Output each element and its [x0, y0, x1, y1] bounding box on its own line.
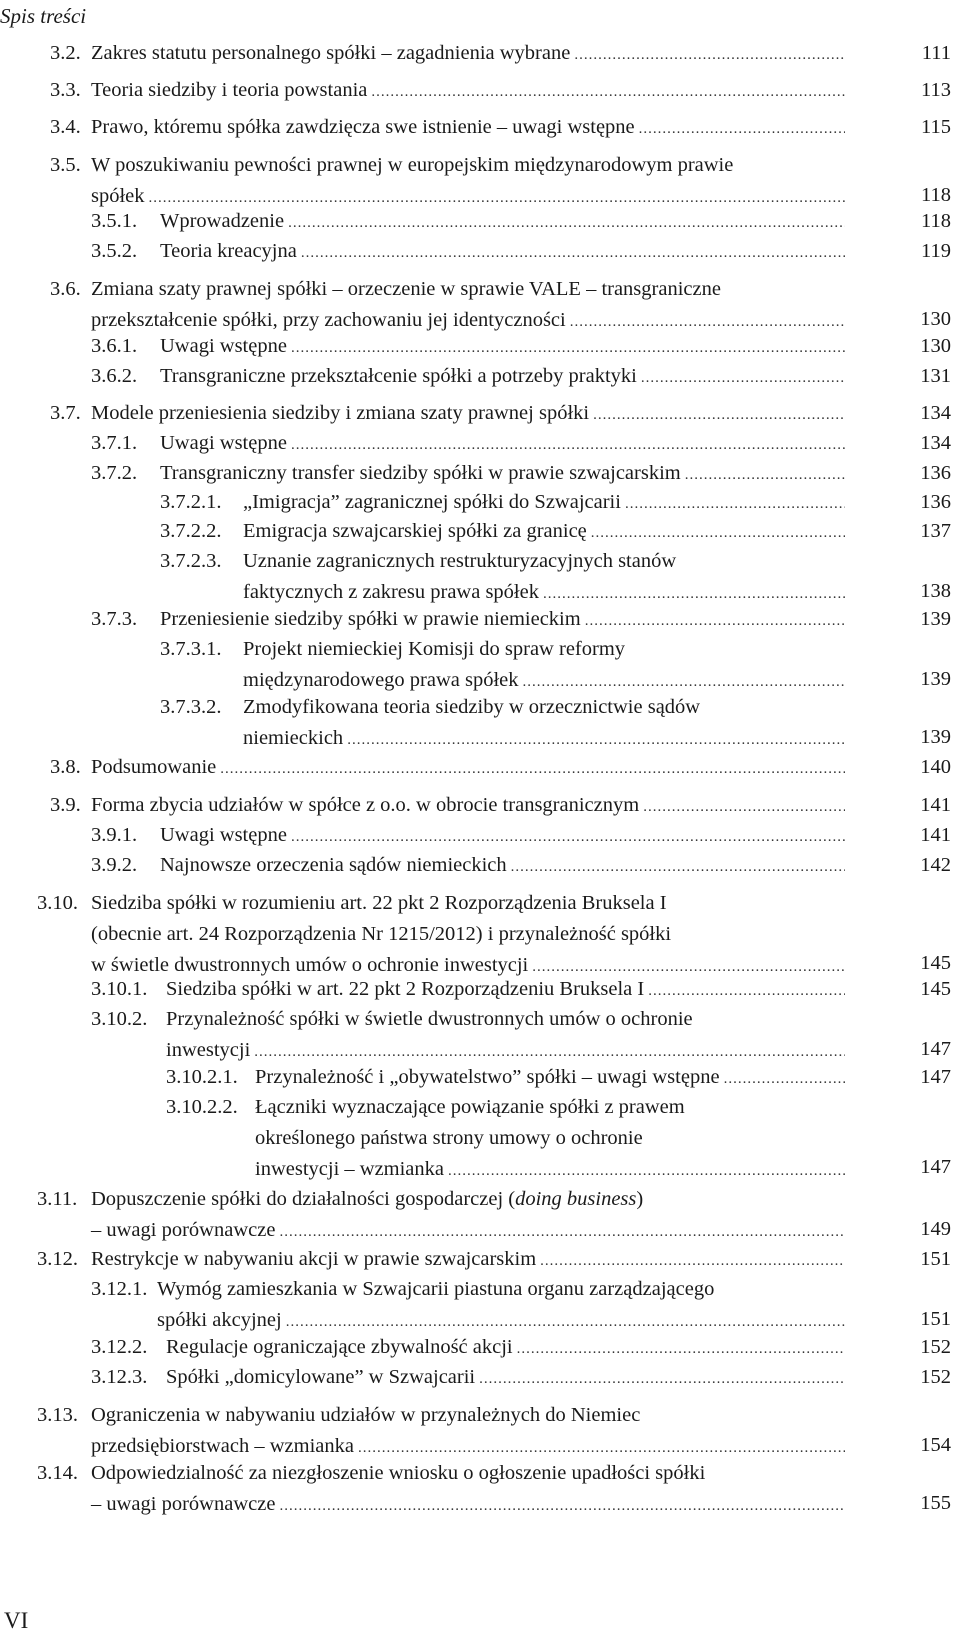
- toc-entry[interactable]: [0, 1458, 960, 1518]
- toc-entry-number: 3.7.3.2.: [160, 696, 222, 718]
- toc-entry-page: 152: [920, 1366, 951, 1388]
- toc-entry[interactable]: [0, 206, 960, 236]
- toc-entry-page: 149: [920, 1218, 951, 1240]
- toc-entry-title: Spółki „domicylowane” w Szwajcarii: [166, 1366, 476, 1388]
- toc-entry-page: 136: [920, 462, 951, 484]
- dot-leader: [641, 363, 845, 394]
- toc-entry-title: Siedziba spółki w art. 22 pkt 2 Rozporządzeniu Bruksela I: [166, 978, 645, 1000]
- toc-entry-title: inwestycji: [166, 1039, 251, 1061]
- toc-entry-page: 140: [920, 756, 951, 778]
- dot-leader: [639, 114, 845, 145]
- toc-entry-title: Regulacje ograniczające zbywalność akcji: [166, 1336, 513, 1358]
- toc-entry[interactable]: [0, 1062, 960, 1092]
- toc-entry-title: określonego państwa strony umowy o ochronie: [255, 1127, 643, 1149]
- toc-entry-title: Uznanie zagranicznych restrukturyzacyjnych stanów: [243, 550, 677, 572]
- toc-entry-number: 3.7.1.: [91, 432, 138, 454]
- dot-leader: [643, 792, 845, 823]
- toc-entry-page: 151: [920, 1248, 951, 1270]
- toc-entry-number: 3.12.: [37, 1248, 78, 1270]
- toc-entry-number: 3.10.: [37, 892, 78, 914]
- toc-entry[interactable]: [0, 428, 960, 458]
- toc-entry-title: Uwagi wstępne: [160, 335, 287, 357]
- toc-entry-number: 3.7.3.: [91, 608, 138, 630]
- toc-entry-title: – uwagi porównawcze: [91, 1493, 276, 1515]
- toc-entry-page: 147: [920, 1066, 951, 1088]
- toc-entry[interactable]: [0, 888, 960, 978]
- toc-entry-title: Transgraniczny transfer siedziby spółki w prawie szwajcarskim: [160, 462, 681, 484]
- toc-entry-number: 3.7.: [50, 402, 81, 424]
- toc-entry-title: Zmiana szaty prawnej spółki – orzeczenie w sprawie VALE – transgraniczne: [91, 278, 721, 300]
- toc-entry-page: 139: [920, 608, 951, 630]
- toc-entry-page: 147: [920, 1038, 951, 1060]
- toc-entry[interactable]: [0, 1244, 960, 1274]
- toc-entry[interactable]: [0, 1400, 960, 1460]
- dot-leader: [585, 606, 845, 637]
- toc-entry-number: 3.2.: [50, 42, 81, 64]
- toc-entry-title: Podsumowanie: [91, 756, 217, 778]
- toc-entry-title: międzynarodowego prawa spółek: [243, 669, 519, 691]
- toc-entry[interactable]: [0, 820, 960, 850]
- toc-entry[interactable]: [0, 692, 960, 752]
- toc-entry-title: spółki akcyjnej: [157, 1309, 282, 1331]
- toc-entry-title: przedsiębiorstwach – wzmianka: [91, 1435, 354, 1457]
- toc-entry[interactable]: [0, 274, 960, 334]
- toc-entry-page: 130: [920, 335, 951, 357]
- dot-leader: [448, 1156, 845, 1187]
- toc-entry-title: Przeniesienie siedziby spółki w prawie niemieckim: [160, 608, 581, 630]
- toc-entry[interactable]: [0, 487, 960, 517]
- dot-leader: [291, 430, 845, 461]
- toc-entry-page: 131: [920, 365, 951, 387]
- toc-entry-page: 134: [920, 402, 951, 424]
- dot-leader: [648, 976, 845, 1007]
- dot-leader: [288, 208, 845, 239]
- toc-entry-title: Przynależność spółki w świetle dwustronnych umów o ochronie: [166, 1008, 693, 1030]
- toc-entry[interactable]: [0, 1092, 960, 1182]
- toc-entry[interactable]: [0, 1362, 960, 1392]
- toc-entry[interactable]: [0, 236, 960, 266]
- toc-entry-number: 3.13.: [37, 1404, 78, 1426]
- dot-leader: [517, 1334, 845, 1365]
- toc-entry-title: w świetle dwustronnych umów o ochronie inwestycji: [91, 954, 529, 976]
- toc-entry-number: 3.12.1.: [91, 1278, 148, 1300]
- toc-entry[interactable]: [0, 1004, 960, 1064]
- toc-entry-title: Wymóg zamieszkania w Szwajcarii piastuna organu zarządzającego: [157, 1278, 715, 1300]
- dot-leader: [301, 238, 845, 269]
- toc-entry[interactable]: [0, 790, 960, 820]
- toc-entry-title: Odpowiedzialność za niezgłoszenie wniosku o ogłoszenie upadłości spółki: [91, 1462, 706, 1484]
- toc-entry-title: Ograniczenia w nabywaniu udziałów w przynależnych do Niemiec: [91, 1404, 641, 1426]
- toc-entry-page: 155: [920, 1492, 951, 1514]
- toc-entry-title: Projekt niemieckiej Komisji do spraw reformy: [243, 638, 626, 660]
- dot-leader: [574, 40, 845, 71]
- toc-entry-page: 154: [920, 1434, 951, 1456]
- toc-entry[interactable]: [0, 546, 960, 606]
- toc-entry-number: 3.9.: [50, 794, 81, 816]
- toc-entry-number: 3.7.3.1.: [160, 638, 222, 660]
- toc-entry[interactable]: [0, 75, 960, 105]
- toc-entry-page: 138: [920, 580, 951, 602]
- toc-entry[interactable]: [0, 516, 960, 546]
- toc-entry-title: Emigracja szwajcarskiej spółki za granicę: [243, 520, 587, 542]
- toc-entry-page: 111: [921, 42, 951, 64]
- toc-entry-number: 3.14.: [37, 1462, 78, 1484]
- toc-entry-page: 113: [921, 79, 951, 101]
- toc-entry-number: 3.7.2.1.: [160, 491, 222, 513]
- toc-entry-title: Zmodyfikowana teoria siedziby w orzecznictwie sądów: [243, 696, 701, 718]
- dot-leader: [593, 400, 845, 431]
- toc-entry-page: 142: [920, 854, 951, 876]
- toc-entry-title: W poszukiwaniu pewności prawnej w europejskim międzynarodowym prawie: [91, 154, 734, 176]
- page-number: VI: [4, 1608, 29, 1633]
- toc-entry[interactable]: [0, 458, 960, 488]
- toc-entry[interactable]: [0, 752, 960, 782]
- toc-entry-number: 3.12.2.: [91, 1336, 148, 1358]
- toc-entry-page: 130: [920, 308, 951, 330]
- toc-entry[interactable]: [0, 974, 960, 1004]
- dot-leader: [279, 1491, 845, 1522]
- toc-entry-number: 3.5.2.: [91, 240, 138, 262]
- toc-entry[interactable]: [0, 361, 960, 391]
- toc-entry-page: 118: [921, 210, 951, 232]
- toc-entry-number: 3.5.: [50, 154, 81, 176]
- toc-entry-title: Teoria kreacyjna: [160, 240, 297, 262]
- toc-entry[interactable]: [0, 1184, 960, 1244]
- toc-entry-title: przekształcenie spółki, przy zachowaniu jej identyczności: [91, 309, 566, 331]
- toc-entry-page: 119: [921, 240, 951, 262]
- toc-entry-title: Uwagi wstępne: [160, 824, 287, 846]
- toc-entry-title: Uwagi wstępne: [160, 432, 287, 454]
- toc-entry-title: Dopuszczenie spółki do działalności gospodarczej (doing business): [91, 1188, 644, 1210]
- toc-entry-title: – uwagi porównawcze: [91, 1219, 276, 1241]
- toc-entry[interactable]: [0, 398, 960, 428]
- dot-leader: [291, 822, 845, 853]
- toc-entry-page: 139: [920, 668, 951, 690]
- toc-entry[interactable]: [0, 150, 960, 210]
- toc-entry-number: 3.10.2.1.: [166, 1066, 238, 1088]
- toc-entry-number: 3.10.2.2.: [166, 1096, 238, 1118]
- toc-entry-page: 145: [920, 952, 951, 974]
- toc-entry-title: spółek: [91, 185, 145, 207]
- toc-entry[interactable]: [0, 112, 960, 142]
- toc-entry-number: 3.6.: [50, 278, 81, 300]
- toc-entry-title: Łączniki wyznaczające powiązanie spółki z prawem: [255, 1096, 685, 1118]
- toc-entry-title: „Imigracja” zagranicznej spółki do Szwajcarii: [243, 491, 621, 513]
- toc-entry-title: (obecnie art. 24 Rozporządzenia Nr 1215/2012) i przynależność spółki: [91, 923, 672, 945]
- toc-entry[interactable]: [0, 1332, 960, 1362]
- toc-entry-number: 3.9.2.: [91, 854, 138, 876]
- dot-leader: [220, 754, 845, 785]
- toc-entry-title: Modele przeniesienia siedziby i zmiana szaty prawnej spółki: [91, 402, 590, 424]
- toc-entry-number: 3.10.1.: [91, 978, 148, 1000]
- running-header: Spis treści: [0, 4, 87, 28]
- toc-entry-number: 3.7.2.3.: [160, 550, 222, 572]
- toc-entry-title: Wprowadzenie: [160, 210, 285, 232]
- toc-entry-page: 151: [920, 1308, 951, 1330]
- toc-entry-title: Zakres statutu personalnego spółki – zagadnienia wybrane: [91, 42, 571, 64]
- toc-entry-page: 118: [921, 184, 951, 206]
- toc-entry-number: 3.7.2.2.: [160, 520, 222, 542]
- toc-entry-number: 3.5.1.: [91, 210, 138, 232]
- dot-leader: [511, 852, 845, 883]
- toc-entry-number: 3.11.: [37, 1188, 78, 1210]
- toc-entry-number: 3.6.1.: [91, 335, 138, 357]
- toc-entry-title: niemieckich: [243, 727, 344, 749]
- toc-entry-number: 3.9.1.: [91, 824, 138, 846]
- toc-entry-number: 3.4.: [50, 116, 81, 138]
- toc-entry-page: 145: [920, 978, 951, 1000]
- toc-entry[interactable]: [0, 850, 960, 880]
- toc-entry[interactable]: [0, 331, 960, 361]
- toc-entry-page: 141: [920, 824, 951, 846]
- toc-entry[interactable]: [0, 634, 960, 694]
- toc-entry-page: 134: [920, 432, 951, 454]
- toc-entry-number: 3.6.2.: [91, 365, 138, 387]
- toc-entry-page: 115: [921, 116, 951, 138]
- toc-entry[interactable]: [0, 38, 960, 68]
- toc-entry-number: 3.3.: [50, 79, 81, 101]
- toc-entry-number: 3.10.2.: [91, 1008, 148, 1030]
- toc-entry[interactable]: [0, 604, 960, 634]
- toc-entry-number: 3.7.2.: [91, 462, 138, 484]
- dot-leader: [479, 1364, 845, 1395]
- toc-entry-page: 136: [920, 491, 951, 513]
- toc-entry-page: 137: [920, 520, 951, 542]
- dot-leader: [724, 1064, 845, 1095]
- toc-entry-title: Teoria siedziby i teoria powstania: [91, 79, 368, 101]
- dot-leader: [291, 333, 845, 364]
- toc-entry-title: Siedziba spółki w rozumieniu art. 22 pkt 2 Rozporządzenia Bruksela I: [91, 892, 667, 914]
- toc-entry-page: 139: [920, 726, 951, 748]
- toc-entry-page: 147: [920, 1156, 951, 1178]
- toc-entry[interactable]: [0, 1274, 960, 1334]
- toc-entry-number: 3.8.: [50, 756, 81, 778]
- toc-entry-title: Najnowsze orzeczenia sądów niemieckich: [160, 854, 507, 876]
- toc-entry-title: Transgraniczne przekształcenie spółki a potrzeby praktyki: [160, 365, 637, 387]
- toc-entry-title: Forma zbycia udziałów w spółce z o.o. w obrocie transgranicznym: [91, 794, 640, 816]
- dot-leader: [371, 77, 845, 108]
- dot-leader: [540, 1246, 845, 1277]
- toc-entry-page: 152: [920, 1336, 951, 1358]
- toc-entry-title: Restrykcje w nabywaniu akcji w prawie szwajcarskim: [91, 1248, 537, 1270]
- toc-entry-title: Prawo, któremu spółka zawdzięcza swe istnienie – uwagi wstępne: [91, 116, 635, 138]
- toc-entry-page: 141: [920, 794, 951, 816]
- toc-entry-number: 3.12.3.: [91, 1366, 148, 1388]
- toc-entry-title: Przynależność i „obywatelstwo” spółki – uwagi wstępne: [255, 1066, 720, 1088]
- dot-leader: [591, 518, 845, 549]
- toc-entry-title: inwestycji – wzmianka: [255, 1158, 445, 1180]
- toc-entry-title: faktycznych z zakresu prawa spółek: [243, 581, 539, 603]
